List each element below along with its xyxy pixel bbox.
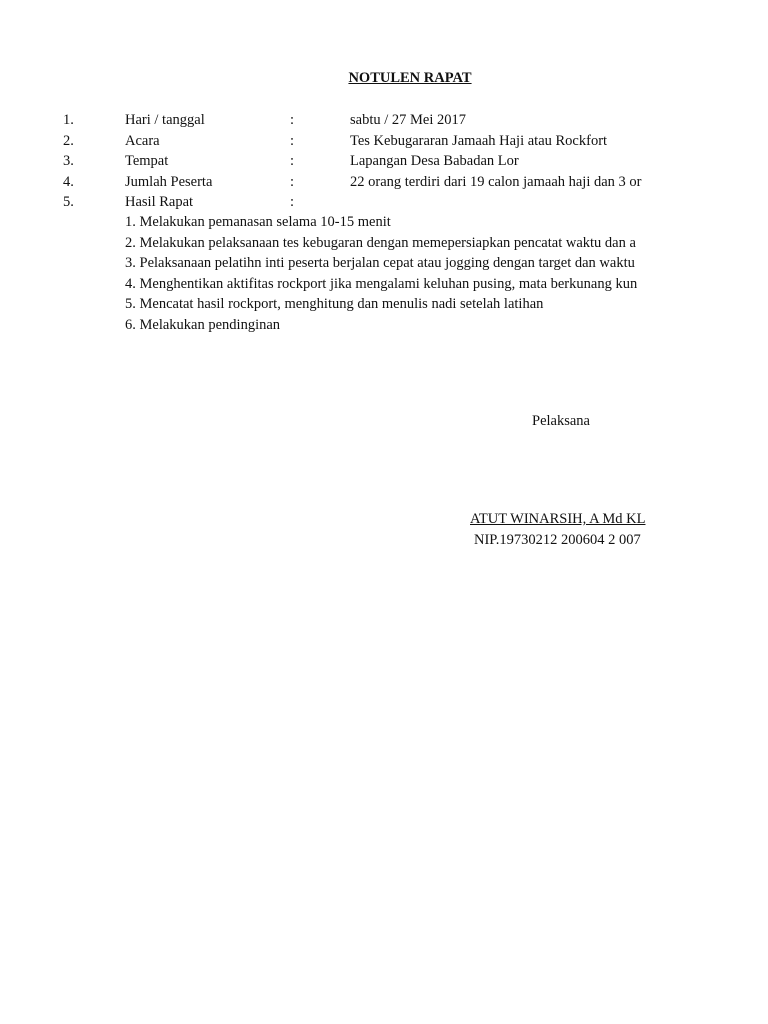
signature-nip: NIP.19730212 200604 2 007 <box>474 532 641 548</box>
document-title: NOTULEN RAPAT <box>348 70 472 86</box>
item-row-participants <box>0 174 768 194</box>
result-item: 5. Mencatat hasil rockport, menghitung dan menulis nadi setelah latihan <box>125 296 544 312</box>
item-colon: : <box>290 153 295 169</box>
item-number: 3. <box>63 153 74 169</box>
item-number: 2. <box>63 133 74 149</box>
item-value: Tes Kebugararan Jamaah Haji atau Rockfort <box>350 133 608 149</box>
result-item: 1. Melakukan pemanasan selama 10-15 menit <box>125 214 391 230</box>
item-label: Jumlah Peserta <box>125 174 213 190</box>
signature-name: ATUT WINARSIH, A Md KL <box>470 511 646 527</box>
result-item: 2. Melakukan pelaksanaan tes kebugaran dengan memepersiapkan pencatat waktu dan a <box>125 235 636 251</box>
item-value: 22 orang terdiri dari 19 calon jamaah haji dan 3 or <box>350 174 642 190</box>
item-number: 1. <box>63 112 74 128</box>
item-row-event <box>0 133 768 153</box>
item-label: Hasil Rapat <box>125 194 194 210</box>
item-number: 4. <box>63 174 74 190</box>
item-row-place <box>0 153 768 173</box>
result-item: 4. Menghentikan aktifitas rockport jika mengalami keluhan pusing, mata berkunang kun <box>125 276 638 292</box>
result-item: 6. Melakukan pendinginan <box>125 317 281 333</box>
item-number: 5. <box>63 194 74 210</box>
item-row-date <box>0 112 768 132</box>
item-colon: : <box>290 174 295 190</box>
item-value: sabtu / 27 Mei 2017 <box>350 112 466 128</box>
item-value: Lapangan Desa Babadan Lor <box>350 153 519 169</box>
item-colon: : <box>290 133 295 149</box>
item-label: Tempat <box>125 153 169 169</box>
signature-role: Pelaksana <box>532 413 590 429</box>
item-row-results <box>0 194 768 214</box>
result-item: 3. Pelaksanaan pelatihn inti peserta berjalan cepat atau jogging dengan target dan waktu <box>125 255 635 271</box>
item-colon: : <box>290 112 295 128</box>
item-colon: : <box>290 194 295 210</box>
item-label: Acara <box>125 133 160 149</box>
item-label: Hari / tanggal <box>125 112 205 128</box>
